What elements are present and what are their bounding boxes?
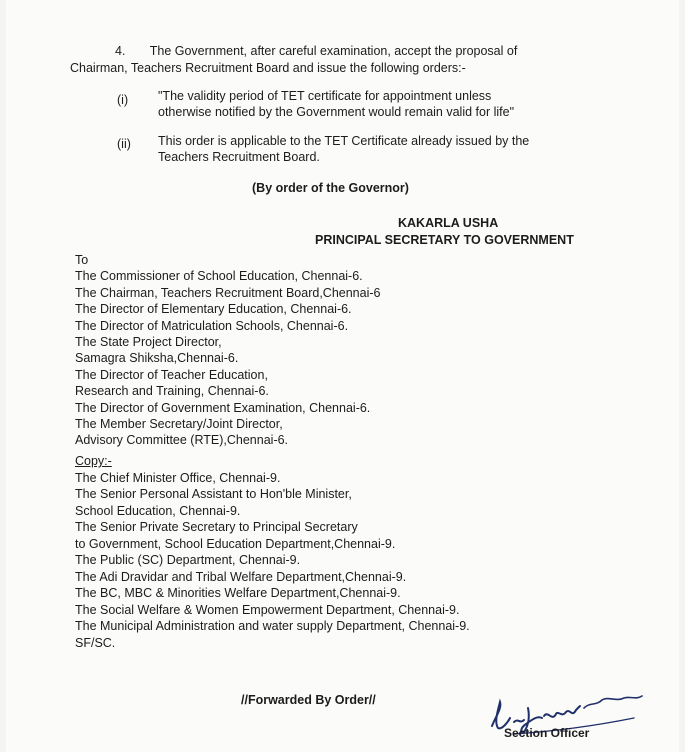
list-item: The BC, MBC & Minorities Welfare Department,Chennai-9. — [75, 586, 401, 600]
copy-list — [75, 453, 470, 651]
order-item-2-line2: Teachers Recruitment Board. — [158, 150, 320, 164]
para4-line2: Chairman, Teachers Recruitment Board and issue the following orders:- — [70, 61, 466, 75]
order-item-number: (i) — [117, 93, 129, 107]
list-item: The Municipal Administration and water supply Department, Chennai-9. — [75, 619, 470, 633]
para4-text-1: The Government, after careful examination, accept the proposal of — [149, 44, 518, 58]
list-item: SF/SC. — [75, 635, 116, 650]
order-item-2-line1: This order is applicable to the TET Certificate already issued by the — [158, 134, 530, 148]
list-item: Advisory Committee (RTE),Chennai-6. — [75, 433, 289, 448]
para4-line1 — [115, 43, 517, 59]
list-item: The Director of Elementary Education, Chennai-6. — [75, 302, 352, 317]
list-item: Samagra Shiksha,Chennai-6. — [75, 351, 239, 366]
list-item: The Director of Matriculation Schools, Chennai-6. — [75, 318, 349, 333]
signatory-title: PRINCIPAL SECRETARY TO GOVERNMENT — [315, 233, 574, 247]
list-item: The Chief Minister Office, Chennai-9. — [75, 470, 281, 485]
forwarded-by-order: //Forwarded By Order// — [241, 693, 376, 707]
order-item-number: (ii) — [117, 137, 131, 151]
list-item: The Chairman, Teachers Recruitment Board,Chennai-6 — [75, 285, 381, 300]
list-item: Research and Training, Chennai-6. — [75, 384, 269, 399]
document-page — [6, 0, 679, 752]
list-item: The Senior Private Secretary to Principal Secretary — [75, 520, 358, 534]
to-label: To — [75, 253, 89, 267]
list-item: The Senior Personal Assistant to Hon'ble Minister, — [75, 487, 352, 501]
order-by-governor: (By order of the Governor) — [252, 181, 409, 195]
list-item: to Government, School Education Department,Chennai-9. — [75, 536, 396, 551]
order-item-1-line1: "The validity period of TET certificate for appointment unless — [158, 89, 492, 103]
list-item: The Member Secretary/Joint Director, — [75, 417, 283, 432]
list-item: The Adi Dravidar and Tribal Welfare Department,Chennai-9. — [75, 569, 407, 584]
list-item: The Public (SC) Department, Chennai-9. — [75, 553, 301, 567]
list-item: School Education, Chennai-9. — [75, 503, 241, 518]
copy-label: Copy:- — [75, 454, 112, 468]
list-item: The State Project Director, — [75, 335, 222, 350]
list-item: The Social Welfare & Women Empowerment Department, Chennai-9. — [75, 602, 460, 617]
list-item: The Director of Government Examination, Chennai-6. — [75, 400, 371, 415]
section-officer-label: Section Officer — [504, 726, 590, 740]
order-item-1-line2: otherwise notified by the Government would remain valid for life" — [158, 105, 514, 119]
to-list — [75, 252, 380, 449]
list-item: The Director of Teacher Education, — [75, 367, 268, 382]
para4-number: 4. — [115, 44, 126, 58]
list-item: The Commissioner of School Education, Chennai-6. — [75, 269, 363, 284]
signatory-name: KAKARLA USHA — [398, 216, 499, 230]
